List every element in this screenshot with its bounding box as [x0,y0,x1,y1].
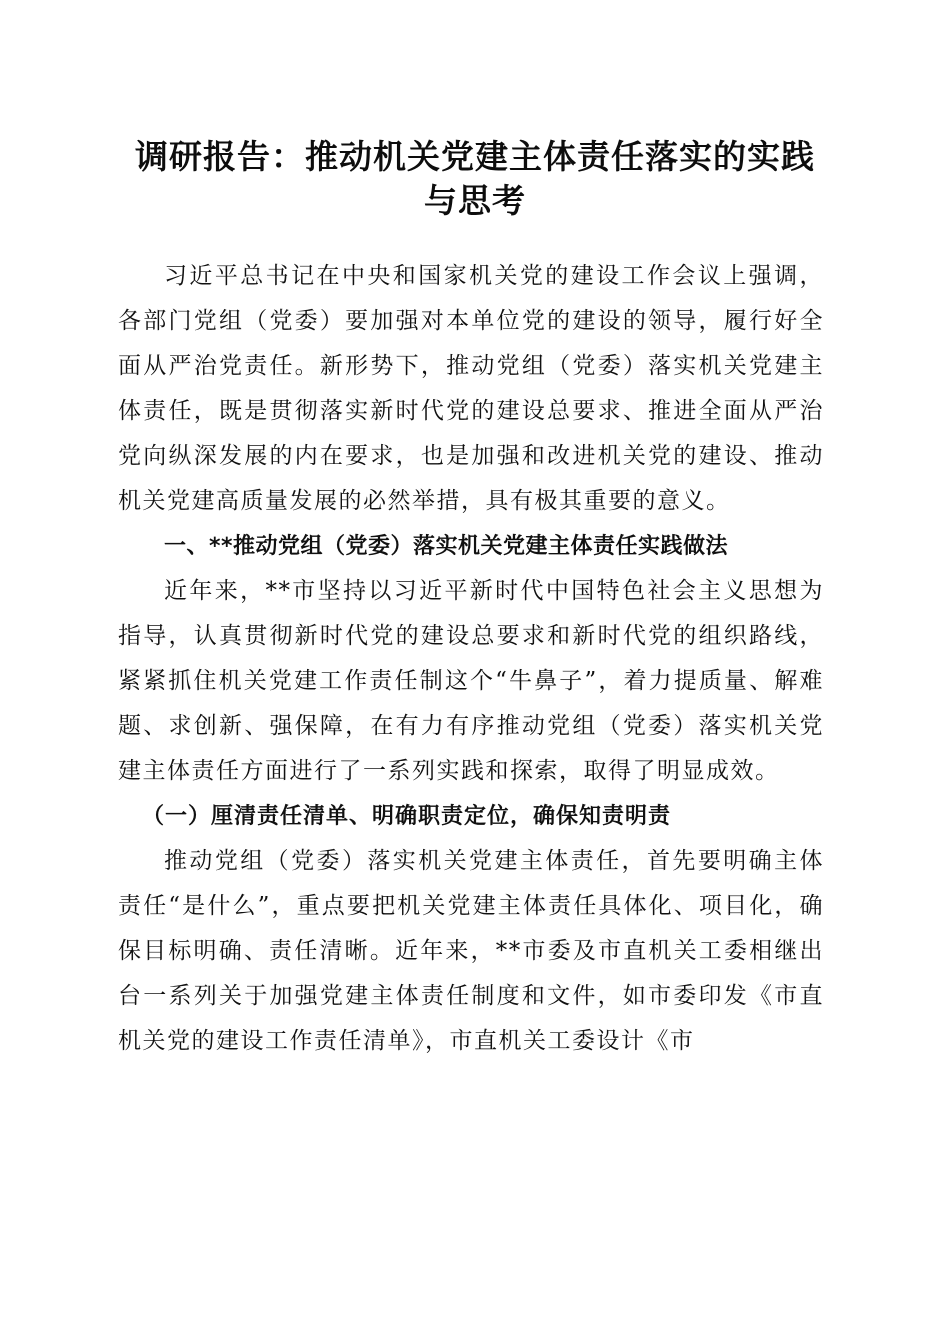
intro-paragraph: 习近平总书记在中央和国家机关党的建设工作会议上强调，各部门党组（党委）要加强对本单位党的建设的领导，履行好全面从严治党责任。新形势下，推动党组（党委）落实机关党建主体责任，既是贯彻落实新时代党的建设总要求、推进全面从严治党向纵深发展的内在要求，也是加强和改进机关党的建设、推动机关党建高质量发展的必然举措，具有极其重要的意义。 [118,263,824,514]
title-line-1: 调研报告：推动机关党建主体责任落实的实践 [135,137,815,176]
subsection-1-paragraph: 推动党组（党委）落实机关党建主体责任，首先要明确主体责任“是什么”，重点要把机关党建主体责任具体化、项目化，确保目标明确、责任清晰。近年来，**市委及市直机关工委相继出台一系列关于加强党建主体责任制度和文件，如市委印发《市直机关党的建设工作责任清单》，市直机关工委设计《市 [118,848,824,1054]
title-line-2: 与思考 [424,181,526,220]
section-1-paragraph: 近年来，**市坚持以习近平新时代中国特色社会主义思想为指导，认真贯彻新时代党的建设总要求和新时代党的组织路线，紧紧抓住机关党建工作责任制这个“牛鼻子”，着力提质量、解难题、求创新、强保障，在有力有序推动党组（党委）落实机关党建主体责任方面进行了一系列实践和探索，取得了明显成效。 [118,578,824,784]
section-1-heading: 一、**推动党组（党委）落实机关党建主体责任实践做法 [164,534,729,559]
subsection-1-heading: （一）厘清责任清单、明确职责定位，确保知责明责 [142,803,672,829]
document-body [118,254,824,1064]
document-title [110,135,840,223]
